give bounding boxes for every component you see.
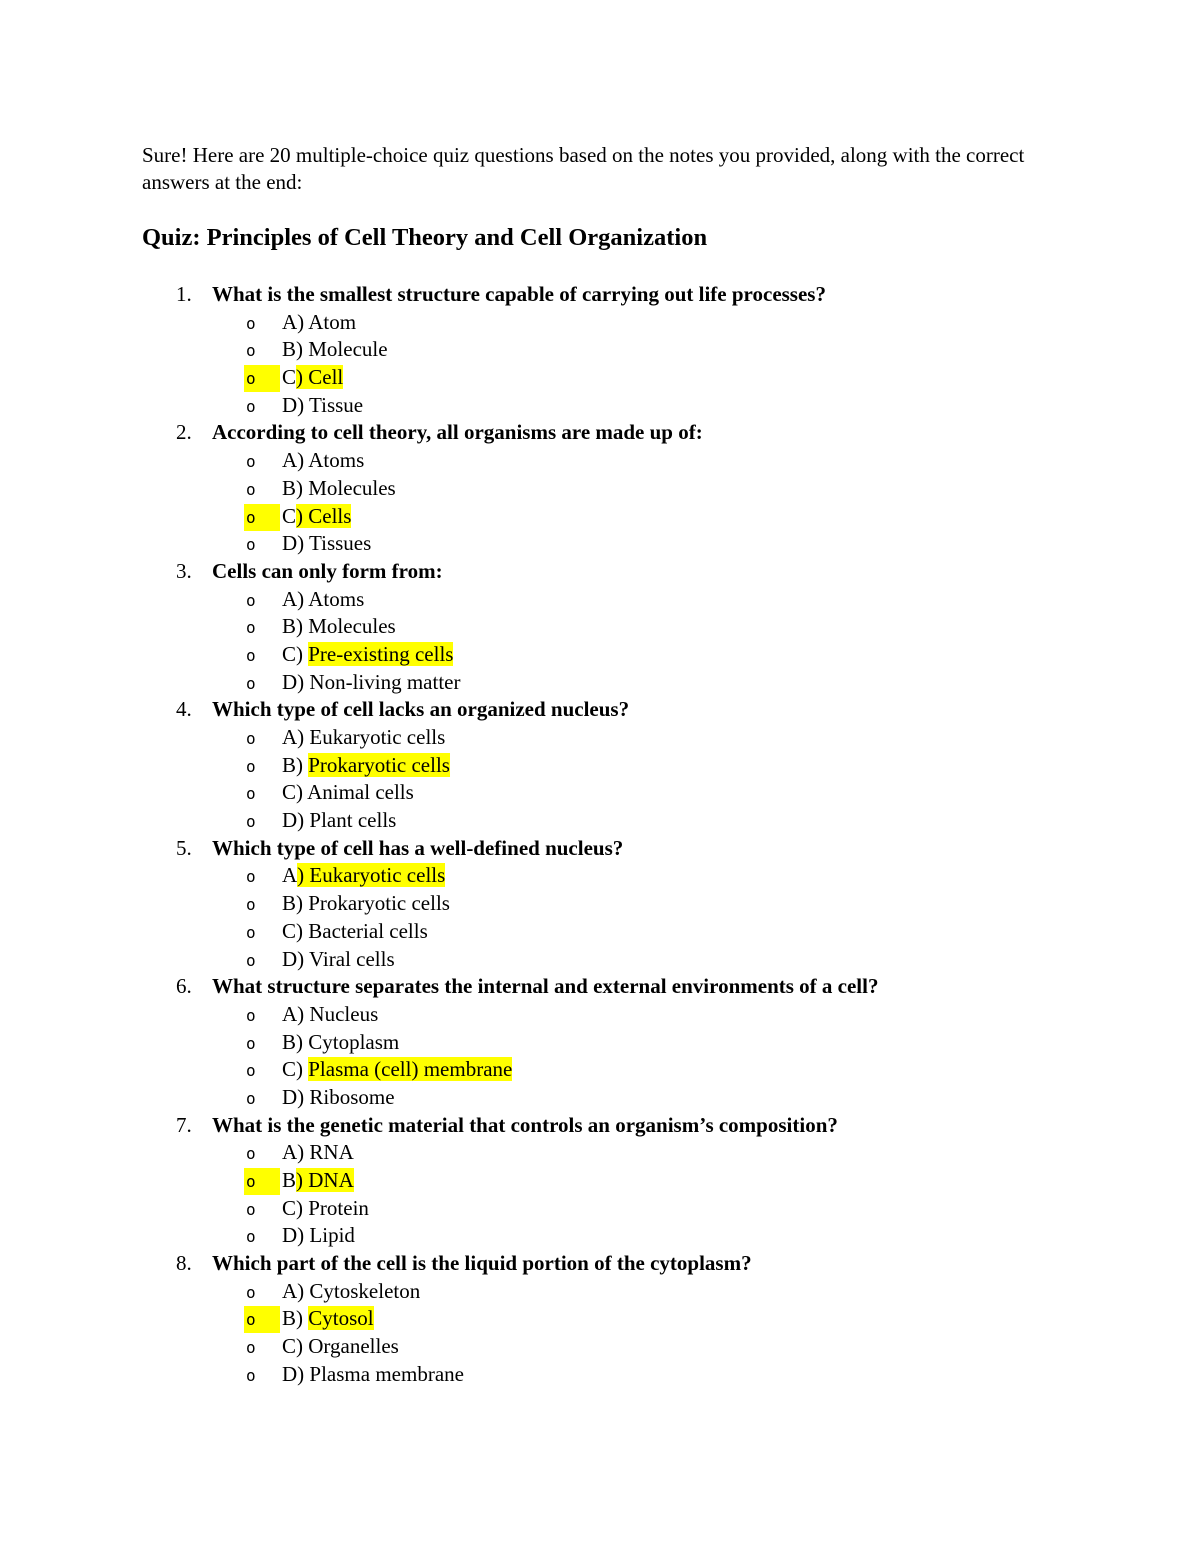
answer-option — [142, 1361, 1142, 1389]
question-list — [142, 281, 1142, 1389]
option-label: Tissues — [309, 531, 372, 556]
option-text — [282, 1001, 378, 1029]
option-label: Organelles — [308, 1334, 399, 1359]
option-letter: C) — [282, 918, 309, 943]
option-letter: A) — [282, 448, 309, 473]
bullet-icon: o — [246, 1033, 256, 1053]
answer-option — [142, 364, 1142, 392]
option-letter: D) — [282, 392, 310, 417]
answer-option — [142, 779, 1142, 807]
bullet-icon: o — [246, 396, 256, 416]
answer-options — [142, 724, 1142, 835]
question-number: 4. — [176, 697, 192, 722]
option-letter: C) — [282, 641, 309, 666]
option-label: ) Cell — [296, 365, 344, 390]
answer-option — [142, 918, 1142, 946]
bullet-icon: o — [246, 673, 256, 693]
option-label: ) DNA — [296, 1168, 354, 1192]
question-text: Which type of cell has a well-defined nucleus? — [212, 835, 624, 860]
bullet-icon: o — [246, 1227, 256, 1247]
answer-option — [142, 946, 1142, 974]
option-text — [282, 1056, 512, 1084]
answer-options — [142, 309, 1142, 420]
option-label: Nucleus — [309, 1001, 379, 1026]
option-text — [282, 752, 450, 780]
option-label: Non-living matter — [309, 669, 461, 694]
bullet-icon: o — [246, 1088, 256, 1108]
option-text — [282, 890, 450, 918]
bullet-icon: o — [246, 618, 256, 638]
bullet-icon: o — [244, 365, 280, 392]
question-text: Which part of the cell is the liquid portion of the cytoplasm? — [212, 1251, 752, 1276]
question-line — [142, 835, 1142, 863]
option-label: Eukaryotic cells — [309, 725, 446, 749]
option-letter: B) — [282, 475, 309, 500]
option-letter: A) — [282, 1140, 310, 1165]
option-label: Molecules — [308, 475, 396, 500]
option-label: RNA — [309, 1140, 354, 1165]
bullet-icon: o — [244, 504, 280, 531]
option-letter: A) — [282, 586, 309, 611]
option-text — [282, 392, 363, 420]
quiz-title: Quiz: Principles of Cell Theory and Cell Organization — [142, 224, 708, 251]
question-number: 1. — [176, 282, 192, 306]
option-label: Atom — [308, 309, 357, 334]
option-text — [282, 503, 351, 531]
bullet-icon: o — [246, 922, 256, 942]
option-letter: C) — [282, 1057, 309, 1082]
option-letter: C) — [282, 1195, 309, 1220]
question-item — [142, 835, 1142, 973]
option-letter: C) — [282, 780, 308, 805]
question-text: According to cell theory, all organisms are made up of: — [212, 420, 703, 445]
answer-option — [142, 1222, 1142, 1250]
bullet-icon: o — [246, 895, 256, 915]
option-label: Lipid — [309, 1223, 355, 1248]
option-letter: D) — [282, 1223, 310, 1248]
answer-option — [142, 724, 1142, 752]
bullet-icon: o — [246, 812, 256, 832]
question-line — [142, 973, 1142, 1001]
option-letter: A) — [282, 1001, 310, 1026]
answer-options — [142, 447, 1142, 558]
bullet-icon: o — [246, 1199, 256, 1219]
answer-option — [142, 1333, 1142, 1361]
option-label: Cytosol — [308, 1306, 374, 1331]
answer-option — [142, 392, 1142, 420]
bullet-icon: o — [246, 535, 256, 555]
option-letter: A — [282, 863, 298, 888]
option-letter: D) — [282, 1361, 310, 1386]
bullet-icon: o — [246, 313, 256, 333]
option-text — [282, 724, 445, 752]
question-line — [142, 281, 1142, 309]
option-label: Prokaryotic cells — [308, 752, 450, 777]
answer-option — [142, 1139, 1142, 1167]
question-text: What structure separates the internal and external environments of a cell? — [212, 974, 879, 999]
option-label: Pre-existing cells — [308, 641, 454, 666]
answer-option — [142, 530, 1142, 558]
answer-option — [142, 1278, 1142, 1306]
question-line — [142, 419, 1142, 447]
question-item — [142, 973, 1142, 1111]
option-text — [282, 779, 414, 807]
option-label: Animal cells — [307, 780, 414, 805]
option-text — [282, 1195, 369, 1223]
option-label: Bacterial cells — [308, 918, 428, 943]
option-label: Tissue — [309, 392, 364, 417]
option-letter: C — [282, 365, 297, 390]
option-letter: B) — [282, 1306, 309, 1331]
option-label: Protein — [308, 1195, 369, 1220]
bullet-icon: o — [246, 729, 256, 748]
question-text: Which type of cell lacks an organized nucleus? — [212, 697, 630, 722]
answer-option — [142, 586, 1142, 614]
answer-option — [142, 1084, 1142, 1112]
question-item — [142, 558, 1142, 696]
option-text — [282, 1305, 374, 1333]
option-text — [282, 807, 396, 835]
option-letter: D) — [282, 669, 310, 694]
option-letter: A) — [282, 725, 310, 749]
option-text — [282, 1029, 399, 1057]
answer-option — [142, 1195, 1142, 1223]
answer-option — [142, 309, 1142, 337]
option-label: Atoms — [308, 448, 365, 473]
bullet-icon: o — [246, 1061, 256, 1081]
answer-option — [142, 807, 1142, 835]
option-letter: D) — [282, 808, 310, 833]
answer-options — [142, 862, 1142, 973]
option-letter: D) — [282, 531, 310, 556]
question-item — [142, 696, 1142, 834]
option-letter: B — [282, 1168, 297, 1192]
bullet-icon: o — [246, 341, 256, 361]
option-letter: B) — [282, 337, 309, 362]
answer-option — [142, 752, 1142, 780]
answer-option — [142, 862, 1142, 890]
bullet-icon: o — [246, 950, 256, 970]
bullet-icon: o — [246, 452, 256, 472]
answer-option — [142, 447, 1142, 475]
bullet-icon: o — [246, 756, 256, 776]
answer-option — [142, 669, 1142, 697]
answer-options — [142, 1278, 1142, 1389]
option-letter: C — [282, 503, 297, 528]
option-text — [282, 1139, 354, 1167]
option-text — [282, 669, 460, 697]
bullet-icon: o — [246, 1005, 256, 1025]
question-item — [142, 419, 1142, 557]
question-item — [142, 281, 1142, 419]
question-line — [142, 1250, 1142, 1278]
option-label: Plasma (cell) membrane — [308, 1057, 513, 1082]
option-label: Atoms — [308, 586, 365, 611]
answer-option — [142, 503, 1142, 531]
option-letter: B) — [282, 891, 309, 916]
question-text: What is the smallest structure capable of carrying out life processes? — [212, 282, 826, 306]
option-label: Cytoskeleton — [309, 1278, 421, 1303]
option-label: Viral cells — [309, 946, 395, 971]
answer-option — [142, 1056, 1142, 1084]
option-text — [282, 364, 343, 392]
option-text — [282, 475, 396, 503]
answer-option — [142, 336, 1142, 364]
question-line — [142, 1112, 1142, 1140]
answer-option — [142, 641, 1142, 669]
bullet-icon: o — [246, 784, 256, 804]
option-label: Molecule — [308, 337, 388, 362]
option-label: Cytoplasm — [308, 1029, 400, 1054]
option-letter: A) — [282, 1278, 310, 1303]
question-text: Cells can only form from: — [212, 558, 443, 583]
question-text: What is the genetic material that controls an organism’s composition? — [212, 1112, 838, 1137]
answer-option — [142, 475, 1142, 503]
option-label: ) Cells — [296, 503, 352, 528]
answer-option — [142, 1029, 1142, 1057]
question-number: 7. — [176, 1112, 192, 1137]
option-text — [282, 946, 395, 974]
option-label: Plasma membrane — [309, 1361, 464, 1386]
option-letter: C) — [282, 1334, 309, 1359]
question-number: 2. — [176, 420, 192, 445]
option-text — [282, 1222, 355, 1250]
option-letter: B) — [282, 1029, 309, 1054]
option-letter: D) — [282, 946, 310, 971]
bullet-icon: o — [244, 1168, 280, 1195]
option-label: Ribosome — [309, 1084, 395, 1109]
question-number: 5. — [176, 835, 192, 860]
bullet-icon: o — [246, 1282, 256, 1302]
option-text — [282, 1167, 354, 1195]
answer-options — [142, 1139, 1142, 1250]
question-number: 3. — [176, 558, 192, 583]
answer-option — [142, 613, 1142, 641]
question-line — [142, 558, 1142, 586]
bullet-icon: o — [246, 1144, 256, 1164]
option-text — [282, 1084, 395, 1112]
bullet-icon: o — [246, 645, 256, 665]
bullet-icon: o — [246, 1338, 256, 1358]
answer-options — [142, 586, 1142, 697]
bullet-icon: o — [246, 479, 256, 499]
option-text — [282, 641, 453, 669]
answer-options — [142, 1001, 1142, 1112]
question-number: 8. — [176, 1251, 192, 1276]
bullet-icon: o — [246, 867, 256, 887]
option-text — [282, 1361, 464, 1389]
option-label: Plant cells — [309, 808, 397, 833]
option-text — [282, 309, 356, 337]
answer-option — [142, 890, 1142, 918]
question-item — [142, 1112, 1142, 1250]
option-text — [282, 336, 388, 364]
bullet-icon: o — [244, 1306, 280, 1333]
option-text — [282, 1278, 420, 1306]
option-label: Molecules — [308, 614, 396, 639]
bullet-icon: o — [246, 590, 256, 610]
question-number: 6. — [176, 974, 192, 999]
option-text — [282, 447, 364, 475]
option-text — [282, 586, 364, 614]
option-label: Prokaryotic cells — [308, 891, 450, 916]
question-item — [142, 1250, 1142, 1388]
bullet-icon: o — [246, 1365, 256, 1385]
option-text — [282, 530, 371, 558]
answer-option — [142, 1167, 1142, 1195]
option-text — [282, 1333, 399, 1361]
intro-paragraph: Sure! Here are 20 multiple-choice quiz questions based on the notes you provided, along with the correct answers at the end: — [142, 143, 1025, 194]
option-text — [282, 613, 396, 641]
option-label: ) Eukaryotic cells — [297, 863, 446, 888]
answer-option — [142, 1305, 1142, 1333]
option-text — [282, 918, 428, 946]
option-text — [282, 862, 445, 890]
option-letter: B) — [282, 752, 309, 777]
question-line — [142, 696, 1142, 724]
option-letter: D) — [282, 1084, 310, 1109]
answer-option — [142, 1001, 1142, 1029]
option-letter: A) — [282, 309, 309, 334]
option-letter: B) — [282, 614, 309, 639]
